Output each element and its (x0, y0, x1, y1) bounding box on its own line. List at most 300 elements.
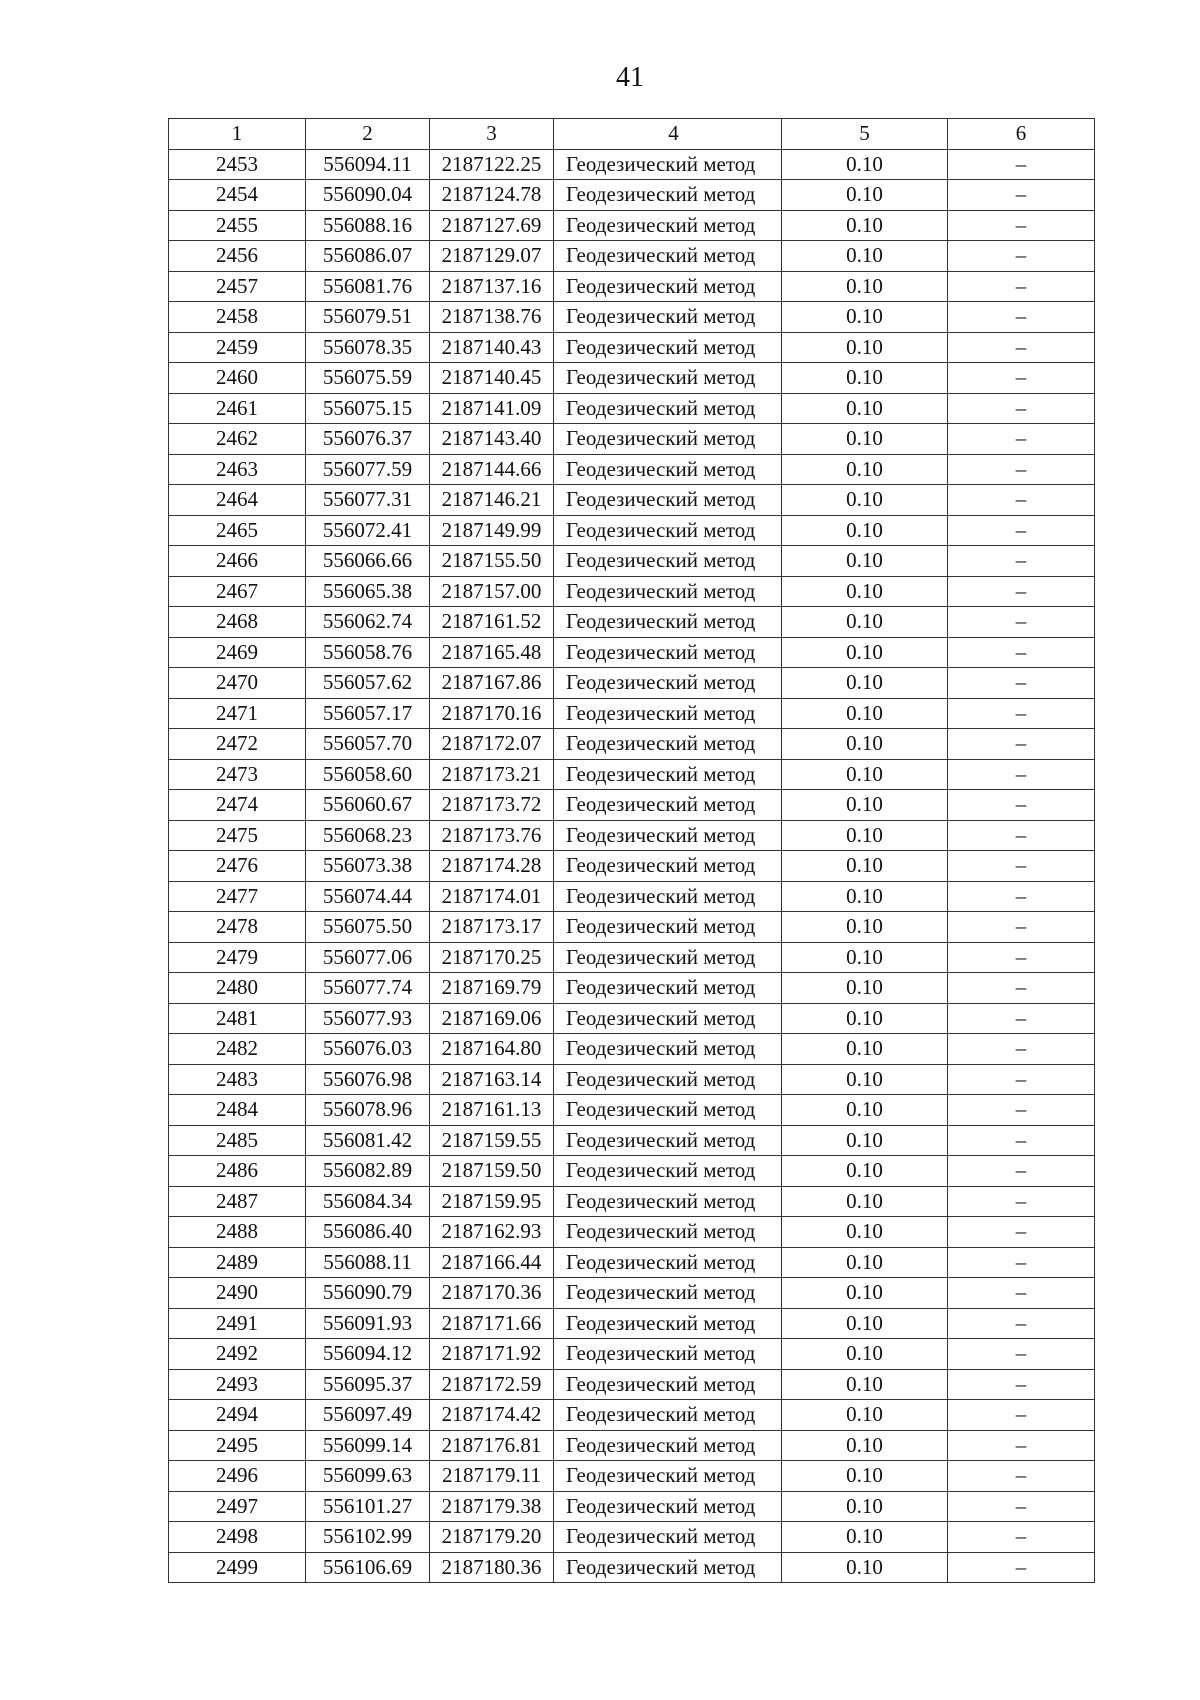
note-cell: – (948, 576, 1095, 607)
accuracy-cell: 0.10 (782, 546, 948, 577)
method-cell: Геодезический метод (554, 424, 782, 455)
column-header: 1 (169, 119, 306, 150)
y-coordinate-cell: 2187169.79 (430, 973, 554, 1004)
y-coordinate-cell: 2187138.76 (430, 302, 554, 333)
method-cell: Геодезический метод (554, 210, 782, 241)
method-cell: Геодезический метод (554, 1034, 782, 1065)
table-row (169, 881, 1095, 912)
note-cell: – (948, 1156, 1095, 1187)
table-row (169, 1461, 1095, 1492)
note-cell: – (948, 1369, 1095, 1400)
y-coordinate-cell: 2187161.13 (430, 1095, 554, 1126)
accuracy-cell: 0.10 (782, 576, 948, 607)
point-number-cell: 2463 (169, 454, 306, 485)
x-coordinate-cell: 556099.63 (306, 1461, 430, 1492)
method-cell: Геодезический метод (554, 1278, 782, 1309)
table-body (169, 149, 1095, 1583)
note-cell: – (948, 1217, 1095, 1248)
point-number-cell: 2476 (169, 851, 306, 882)
method-cell: Геодезический метод (554, 271, 782, 302)
table-row (169, 241, 1095, 272)
y-coordinate-cell: 2187173.21 (430, 759, 554, 790)
method-cell: Геодезический метод (554, 332, 782, 363)
note-cell: – (948, 668, 1095, 699)
y-coordinate-cell: 2187163.14 (430, 1064, 554, 1095)
x-coordinate-cell: 556057.17 (306, 698, 430, 729)
point-number-cell: 2468 (169, 607, 306, 638)
accuracy-cell: 0.10 (782, 759, 948, 790)
x-coordinate-cell: 556073.38 (306, 851, 430, 882)
y-coordinate-cell: 2187149.99 (430, 515, 554, 546)
method-cell: Геодезический метод (554, 1217, 782, 1248)
accuracy-cell: 0.10 (782, 1339, 948, 1370)
point-number-cell: 2487 (169, 1186, 306, 1217)
note-cell: – (948, 1125, 1095, 1156)
method-cell: Геодезический метод (554, 149, 782, 180)
note-cell: – (948, 973, 1095, 1004)
x-coordinate-cell: 556088.11 (306, 1247, 430, 1278)
x-coordinate-cell: 556099.14 (306, 1430, 430, 1461)
method-cell: Геодезический метод (554, 1369, 782, 1400)
x-coordinate-cell: 556062.74 (306, 607, 430, 638)
accuracy-cell: 0.10 (782, 607, 948, 638)
note-cell: – (948, 759, 1095, 790)
method-cell: Геодезический метод (554, 851, 782, 882)
table-row (169, 729, 1095, 760)
y-coordinate-cell: 2187167.86 (430, 668, 554, 699)
accuracy-cell: 0.10 (782, 1156, 948, 1187)
accuracy-cell: 0.10 (782, 1308, 948, 1339)
method-cell: Геодезический метод (554, 973, 782, 1004)
point-number-cell: 2488 (169, 1217, 306, 1248)
y-coordinate-cell: 2187169.06 (430, 1003, 554, 1034)
y-coordinate-cell: 2187140.43 (430, 332, 554, 363)
accuracy-cell: 0.10 (782, 515, 948, 546)
y-coordinate-cell: 2187171.92 (430, 1339, 554, 1370)
y-coordinate-cell: 2187179.20 (430, 1522, 554, 1553)
method-cell: Геодезический метод (554, 881, 782, 912)
note-cell: – (948, 881, 1095, 912)
y-coordinate-cell: 2187165.48 (430, 637, 554, 668)
table-row (169, 698, 1095, 729)
x-coordinate-cell: 556065.38 (306, 576, 430, 607)
table-row (169, 1125, 1095, 1156)
table-row (169, 424, 1095, 455)
x-coordinate-cell: 556078.96 (306, 1095, 430, 1126)
method-cell: Геодезический метод (554, 637, 782, 668)
point-number-cell: 2481 (169, 1003, 306, 1034)
x-coordinate-cell: 556097.49 (306, 1400, 430, 1431)
y-coordinate-cell: 2187174.28 (430, 851, 554, 882)
point-number-cell: 2493 (169, 1369, 306, 1400)
accuracy-cell: 0.10 (782, 1522, 948, 1553)
point-number-cell: 2497 (169, 1491, 306, 1522)
table-row (169, 1552, 1095, 1583)
note-cell: – (948, 424, 1095, 455)
note-cell: – (948, 180, 1095, 211)
table-row (169, 271, 1095, 302)
x-coordinate-cell: 556076.37 (306, 424, 430, 455)
point-number-cell: 2467 (169, 576, 306, 607)
accuracy-cell: 0.10 (782, 668, 948, 699)
y-coordinate-cell: 2187140.45 (430, 363, 554, 394)
accuracy-cell: 0.10 (782, 332, 948, 363)
table-row (169, 210, 1095, 241)
y-coordinate-cell: 2187159.55 (430, 1125, 554, 1156)
point-number-cell: 2477 (169, 881, 306, 912)
table-row (169, 1217, 1095, 1248)
method-cell: Геодезический метод (554, 942, 782, 973)
table-row (169, 1156, 1095, 1187)
accuracy-cell: 0.10 (782, 1247, 948, 1278)
point-number-cell: 2473 (169, 759, 306, 790)
point-number-cell: 2483 (169, 1064, 306, 1095)
note-cell: – (948, 210, 1095, 241)
table-row (169, 576, 1095, 607)
method-cell: Геодезический метод (554, 607, 782, 638)
note-cell: – (948, 607, 1095, 638)
table-row (169, 1339, 1095, 1370)
accuracy-cell: 0.10 (782, 790, 948, 821)
note-cell: – (948, 546, 1095, 577)
note-cell: – (948, 942, 1095, 973)
point-number-cell: 2498 (169, 1522, 306, 1553)
table-header-row (169, 119, 1095, 150)
x-coordinate-cell: 556102.99 (306, 1522, 430, 1553)
table-row (169, 912, 1095, 943)
x-coordinate-cell: 556088.16 (306, 210, 430, 241)
method-cell: Геодезический метод (554, 1461, 782, 1492)
accuracy-cell: 0.10 (782, 1400, 948, 1431)
x-coordinate-cell: 556057.70 (306, 729, 430, 760)
table-row (169, 1095, 1095, 1126)
accuracy-cell: 0.10 (782, 973, 948, 1004)
note-cell: – (948, 790, 1095, 821)
table-row (169, 1491, 1095, 1522)
point-number-cell: 2489 (169, 1247, 306, 1278)
note-cell: – (948, 271, 1095, 302)
accuracy-cell: 0.10 (782, 363, 948, 394)
point-number-cell: 2478 (169, 912, 306, 943)
note-cell: – (948, 1339, 1095, 1370)
accuracy-cell: 0.10 (782, 241, 948, 272)
y-coordinate-cell: 2187124.78 (430, 180, 554, 211)
note-cell: – (948, 1461, 1095, 1492)
column-header: 4 (554, 119, 782, 150)
x-coordinate-cell: 556077.59 (306, 454, 430, 485)
x-coordinate-cell: 556068.23 (306, 820, 430, 851)
point-number-cell: 2465 (169, 515, 306, 546)
note-cell: – (948, 1034, 1095, 1065)
method-cell: Геодезический метод (554, 180, 782, 211)
point-number-cell: 2471 (169, 698, 306, 729)
column-header: 6 (948, 119, 1095, 150)
y-coordinate-cell: 2187172.07 (430, 729, 554, 760)
note-cell: – (948, 851, 1095, 882)
coordinates-table (168, 118, 1095, 1583)
x-coordinate-cell: 556075.15 (306, 393, 430, 424)
table-row (169, 668, 1095, 699)
x-coordinate-cell: 556095.37 (306, 1369, 430, 1400)
point-number-cell: 2454 (169, 180, 306, 211)
x-coordinate-cell: 556066.66 (306, 546, 430, 577)
method-cell: Геодезический метод (554, 698, 782, 729)
y-coordinate-cell: 2187127.69 (430, 210, 554, 241)
x-coordinate-cell: 556057.62 (306, 668, 430, 699)
note-cell: – (948, 1308, 1095, 1339)
note-cell: – (948, 1400, 1095, 1431)
method-cell: Геодезический метод (554, 729, 782, 760)
y-coordinate-cell: 2187146.21 (430, 485, 554, 516)
accuracy-cell: 0.10 (782, 637, 948, 668)
y-coordinate-cell: 2187173.72 (430, 790, 554, 821)
table-row (169, 1430, 1095, 1461)
method-cell: Геодезический метод (554, 1064, 782, 1095)
accuracy-cell: 0.10 (782, 485, 948, 516)
note-cell: – (948, 820, 1095, 851)
y-coordinate-cell: 2187164.80 (430, 1034, 554, 1065)
table-row (169, 1034, 1095, 1065)
method-cell: Геодезический метод (554, 1156, 782, 1187)
point-number-cell: 2494 (169, 1400, 306, 1431)
point-number-cell: 2453 (169, 149, 306, 180)
x-coordinate-cell: 556075.50 (306, 912, 430, 943)
note-cell: – (948, 1552, 1095, 1583)
x-coordinate-cell: 556072.41 (306, 515, 430, 546)
method-cell: Геодезический метод (554, 485, 782, 516)
table-row (169, 393, 1095, 424)
x-coordinate-cell: 556079.51 (306, 302, 430, 333)
x-coordinate-cell: 556060.67 (306, 790, 430, 821)
x-coordinate-cell: 556078.35 (306, 332, 430, 363)
point-number-cell: 2456 (169, 241, 306, 272)
point-number-cell: 2491 (169, 1308, 306, 1339)
y-coordinate-cell: 2187179.11 (430, 1461, 554, 1492)
accuracy-cell: 0.10 (782, 851, 948, 882)
x-coordinate-cell: 556106.69 (306, 1552, 430, 1583)
method-cell: Геодезический метод (554, 668, 782, 699)
note-cell: – (948, 1430, 1095, 1461)
y-coordinate-cell: 2187159.50 (430, 1156, 554, 1187)
method-cell: Геодезический метод (554, 1003, 782, 1034)
y-coordinate-cell: 2187166.44 (430, 1247, 554, 1278)
accuracy-cell: 0.10 (782, 1369, 948, 1400)
note-cell: – (948, 1278, 1095, 1309)
x-coordinate-cell: 556090.04 (306, 180, 430, 211)
accuracy-cell: 0.10 (782, 180, 948, 211)
point-number-cell: 2499 (169, 1552, 306, 1583)
point-number-cell: 2484 (169, 1095, 306, 1126)
point-number-cell: 2458 (169, 302, 306, 333)
accuracy-cell: 0.10 (782, 1064, 948, 1095)
point-number-cell: 2480 (169, 973, 306, 1004)
note-cell: – (948, 912, 1095, 943)
y-coordinate-cell: 2187162.93 (430, 1217, 554, 1248)
table-row (169, 790, 1095, 821)
x-coordinate-cell: 556094.11 (306, 149, 430, 180)
table-row (169, 332, 1095, 363)
y-coordinate-cell: 2187137.16 (430, 271, 554, 302)
accuracy-cell: 0.10 (782, 1461, 948, 1492)
x-coordinate-cell: 556081.42 (306, 1125, 430, 1156)
y-coordinate-cell: 2187171.66 (430, 1308, 554, 1339)
point-number-cell: 2486 (169, 1156, 306, 1187)
method-cell: Геодезический метод (554, 1186, 782, 1217)
table-row (169, 180, 1095, 211)
y-coordinate-cell: 2187170.16 (430, 698, 554, 729)
point-number-cell: 2474 (169, 790, 306, 821)
point-number-cell: 2464 (169, 485, 306, 516)
y-coordinate-cell: 2187141.09 (430, 393, 554, 424)
accuracy-cell: 0.10 (782, 1278, 948, 1309)
accuracy-cell: 0.10 (782, 271, 948, 302)
note-cell: – (948, 637, 1095, 668)
note-cell: – (948, 149, 1095, 180)
note-cell: – (948, 241, 1095, 272)
y-coordinate-cell: 2187174.42 (430, 1400, 554, 1431)
point-number-cell: 2472 (169, 729, 306, 760)
page-number: 41 (616, 62, 644, 93)
method-cell: Геодезический метод (554, 1400, 782, 1431)
y-coordinate-cell: 2187173.76 (430, 820, 554, 851)
point-number-cell: 2461 (169, 393, 306, 424)
table-row (169, 515, 1095, 546)
note-cell: – (948, 363, 1095, 394)
point-number-cell: 2479 (169, 942, 306, 973)
table-row (169, 1064, 1095, 1095)
accuracy-cell: 0.10 (782, 210, 948, 241)
note-cell: – (948, 698, 1095, 729)
table-row (169, 1400, 1095, 1431)
note-cell: – (948, 332, 1095, 363)
x-coordinate-cell: 556058.60 (306, 759, 430, 790)
x-coordinate-cell: 556077.93 (306, 1003, 430, 1034)
accuracy-cell: 0.10 (782, 149, 948, 180)
table-row (169, 546, 1095, 577)
accuracy-cell: 0.10 (782, 912, 948, 943)
point-number-cell: 2457 (169, 271, 306, 302)
x-coordinate-cell: 556082.89 (306, 1156, 430, 1187)
note-cell: – (948, 393, 1095, 424)
table-row (169, 485, 1095, 516)
note-cell: – (948, 1186, 1095, 1217)
y-coordinate-cell: 2187122.25 (430, 149, 554, 180)
accuracy-cell: 0.10 (782, 1430, 948, 1461)
point-number-cell: 2455 (169, 210, 306, 241)
note-cell: – (948, 302, 1095, 333)
y-coordinate-cell: 2187143.40 (430, 424, 554, 455)
method-cell: Геодезический метод (554, 912, 782, 943)
y-coordinate-cell: 2187129.07 (430, 241, 554, 272)
note-cell: – (948, 515, 1095, 546)
x-coordinate-cell: 556091.93 (306, 1308, 430, 1339)
y-coordinate-cell: 2187157.00 (430, 576, 554, 607)
method-cell: Геодезический метод (554, 1095, 782, 1126)
accuracy-cell: 0.10 (782, 1003, 948, 1034)
accuracy-cell: 0.10 (782, 881, 948, 912)
point-number-cell: 2492 (169, 1339, 306, 1370)
method-cell: Геодезический метод (554, 759, 782, 790)
y-coordinate-cell: 2187155.50 (430, 546, 554, 577)
y-coordinate-cell: 2187161.52 (430, 607, 554, 638)
accuracy-cell: 0.10 (782, 424, 948, 455)
note-cell: – (948, 1003, 1095, 1034)
note-cell: – (948, 1247, 1095, 1278)
method-cell: Геодезический метод (554, 1491, 782, 1522)
x-coordinate-cell: 556077.74 (306, 973, 430, 1004)
method-cell: Геодезический метод (554, 820, 782, 851)
point-number-cell: 2462 (169, 424, 306, 455)
x-coordinate-cell: 556077.06 (306, 942, 430, 973)
table-row (169, 1278, 1095, 1309)
table-row (169, 1003, 1095, 1034)
method-cell: Геодезический метод (554, 515, 782, 546)
point-number-cell: 2460 (169, 363, 306, 394)
y-coordinate-cell: 2187170.36 (430, 1278, 554, 1309)
accuracy-cell: 0.10 (782, 1552, 948, 1583)
table-row (169, 1186, 1095, 1217)
accuracy-cell: 0.10 (782, 1034, 948, 1065)
table-row (169, 454, 1095, 485)
table-row (169, 942, 1095, 973)
method-cell: Геодезический метод (554, 393, 782, 424)
method-cell: Геодезический метод (554, 1125, 782, 1156)
method-cell: Геодезический метод (554, 363, 782, 394)
note-cell: – (948, 729, 1095, 760)
table-header (169, 119, 1095, 150)
accuracy-cell: 0.10 (782, 454, 948, 485)
table-row (169, 1522, 1095, 1553)
method-cell: Геодезический метод (554, 454, 782, 485)
accuracy-cell: 0.10 (782, 1125, 948, 1156)
column-header: 3 (430, 119, 554, 150)
accuracy-cell: 0.10 (782, 698, 948, 729)
x-coordinate-cell: 556090.79 (306, 1278, 430, 1309)
y-coordinate-cell: 2187144.66 (430, 454, 554, 485)
accuracy-cell: 0.10 (782, 393, 948, 424)
x-coordinate-cell: 556074.44 (306, 881, 430, 912)
x-coordinate-cell: 556058.76 (306, 637, 430, 668)
note-cell: – (948, 1491, 1095, 1522)
x-coordinate-cell: 556076.03 (306, 1034, 430, 1065)
method-cell: Геодезический метод (554, 241, 782, 272)
table-row (169, 1247, 1095, 1278)
y-coordinate-cell: 2187170.25 (430, 942, 554, 973)
x-coordinate-cell: 556077.31 (306, 485, 430, 516)
note-cell: – (948, 454, 1095, 485)
point-number-cell: 2469 (169, 637, 306, 668)
y-coordinate-cell: 2187179.38 (430, 1491, 554, 1522)
point-number-cell: 2470 (169, 668, 306, 699)
method-cell: Геодезический метод (554, 1430, 782, 1461)
accuracy-cell: 0.10 (782, 302, 948, 333)
x-coordinate-cell: 556086.40 (306, 1217, 430, 1248)
point-number-cell: 2496 (169, 1461, 306, 1492)
note-cell: – (948, 485, 1095, 516)
note-cell: – (948, 1064, 1095, 1095)
accuracy-cell: 0.10 (782, 820, 948, 851)
y-coordinate-cell: 2187180.36 (430, 1552, 554, 1583)
accuracy-cell: 0.10 (782, 1186, 948, 1217)
method-cell: Геодезический метод (554, 1522, 782, 1553)
method-cell: Геодезический метод (554, 576, 782, 607)
y-coordinate-cell: 2187173.17 (430, 912, 554, 943)
method-cell: Геодезический метод (554, 546, 782, 577)
method-cell: Геодезический метод (554, 1552, 782, 1583)
accuracy-cell: 0.10 (782, 1491, 948, 1522)
table-row (169, 363, 1095, 394)
point-number-cell: 2495 (169, 1430, 306, 1461)
